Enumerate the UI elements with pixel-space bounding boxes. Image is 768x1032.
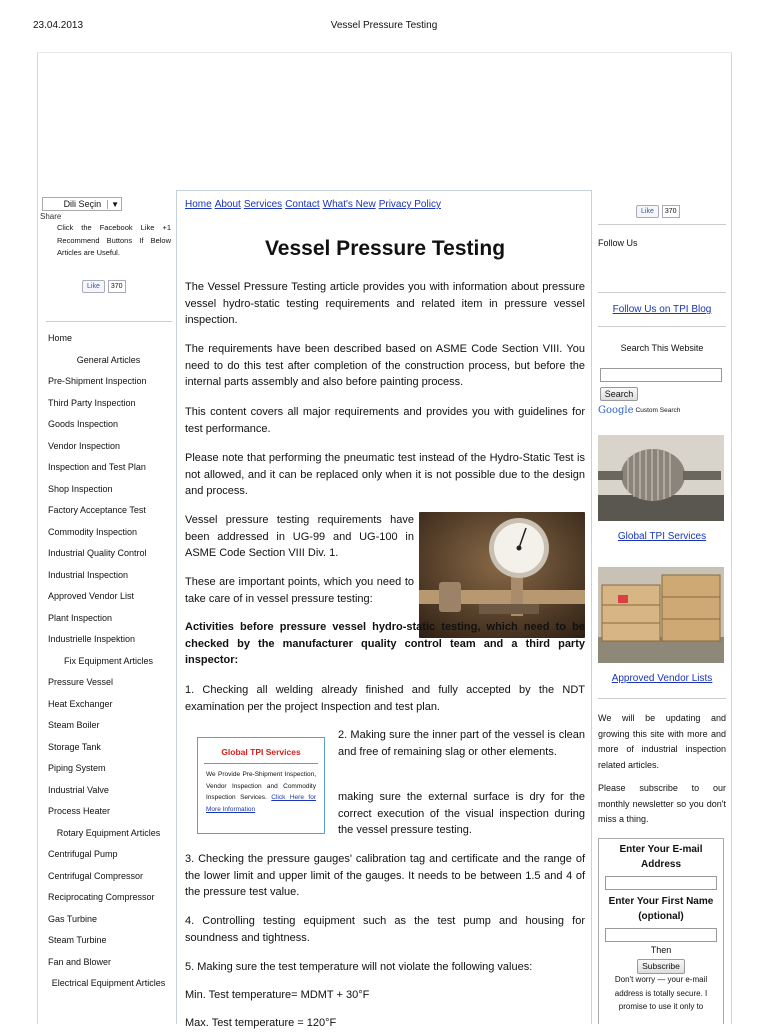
subscribe-button[interactable]: Subscribe — [637, 959, 685, 974]
left-like-widget — [82, 280, 126, 293]
print-date: 23.04.2013 — [33, 20, 84, 31]
right-divider — [598, 326, 726, 327]
updating-note: We will be updating and growing this site with more and more of industrial inspection related articles. — [598, 713, 726, 770]
like-button[interactable]: Like — [636, 205, 659, 218]
chevron-down-icon: ▼ — [107, 200, 119, 209]
item-3: 3. Checking the pressure gauges' calibration tag and certificate and the range of the lower limit and upper limit of the gauges. It needs to be between 1.5 and 4 of the pressure test value. — [185, 853, 585, 898]
sidebar-nav-link[interactable]: Piping System — [48, 763, 106, 773]
sidebar-nav-link[interactable]: Industrial Inspection — [48, 569, 129, 580]
sidebar-nav-link[interactable]: Industrielle Inspektion — [48, 634, 136, 644]
search-input[interactable] — [600, 368, 722, 382]
sidebar-nav-link[interactable]: Storage Tank — [48, 741, 101, 752]
follow-us-heading: Follow Us — [598, 238, 638, 248]
approved-vendor-link[interactable]: Approved Vendor Lists — [611, 673, 713, 684]
sidebar-section-heading: Fix Equipment Articles — [63, 655, 154, 666]
min-temperature: Min. Test temperature= MDMT + 30°F — [185, 989, 370, 1001]
follow-blog-link[interactable]: Follow Us on TPI Blog — [612, 304, 712, 315]
sidebar-section-heading: Electrical Equipment Articles — [51, 978, 166, 988]
facebook-note: Click the Facebook Like +1 Recommend Buttons If Below Articles are Useful. — [57, 223, 171, 257]
sidebar-nav-link[interactable]: Fan and Blower — [48, 956, 112, 967]
newsletter-form — [598, 838, 724, 1024]
sidebar-nav-link[interactable]: Gas Turbine — [48, 913, 98, 924]
share-label[interactable]: Share — [40, 212, 62, 221]
sidebar-nav-link[interactable]: Third Party Inspection — [48, 397, 136, 408]
right-like-widget — [636, 205, 680, 218]
search-title: Search This Website — [620, 343, 704, 353]
ug99-paragraph: Vessel pressure testing requirements have been addressed in UG-99 and UG-100 in ASME Code Section VIII Div. 1. — [185, 514, 414, 559]
search-button[interactable]: Search — [600, 387, 638, 401]
sidebar-nav-link[interactable]: Centrifugal Compressor — [48, 870, 144, 881]
subscribe-row — [599, 956, 723, 971]
main-content — [176, 190, 592, 1029]
sidebar-nav-link[interactable]: Industrial Valve — [48, 784, 109, 795]
subscribe-note: Please subscribe to our monthly newsletter so you don't miss a thing. — [598, 783, 726, 824]
item-2: 2. Making sure the inner part of the vessel is clean and free of remaining slag or other elements. — [338, 729, 585, 758]
language-label: Dili Seçin — [63, 199, 102, 209]
sidebar-section-heading: Rotary Equipment Articles — [56, 827, 161, 838]
sidebar-nav-link[interactable]: Commodity Inspection — [48, 526, 138, 537]
left-divider — [46, 321, 172, 322]
page-frame-left — [37, 52, 38, 1024]
pneumatic-paragraph: Please note that performing the pneumatic test instead of the Hydro-Static Test is not allowed, and it can be replaced only when it is not possible due to the design and process. — [185, 452, 585, 497]
item-2-surface: making sure the external surface is dry for the correct execution of the visual inspection during the vessel pressure testing. — [338, 791, 585, 836]
sidebar-nav-link[interactable]: Plant Inspection — [48, 612, 113, 623]
item-5: 5. Making sure the test temperature will not violate the following values: — [185, 961, 533, 973]
sidebar-nav-link[interactable]: Factory Acceptance Test — [48, 505, 146, 515]
tpi-services-box — [197, 737, 325, 834]
print-title: Vessel Pressure Testing — [330, 20, 438, 31]
sidebar-nav-link[interactable]: Home — [48, 333, 73, 343]
name-label: Enter Your First Name (optional) — [608, 896, 714, 922]
sidebar-nav-link[interactable]: Inspection and Test Plan — [48, 462, 146, 472]
top-navigation — [185, 199, 444, 210]
sidebar-nav-link[interactable]: Steam Turbine — [48, 935, 107, 945]
topnav-link[interactable]: Privacy Policy — [378, 199, 441, 210]
intro-paragraph: The Vessel Pressure Testing article provides you with information about pressure vessel hydro-static testing requirements and related item in pressure vessel inspection. — [185, 281, 585, 326]
sidebar-nav-link[interactable]: Goods Inspection — [48, 419, 119, 429]
turbine-photo[interactable] — [598, 435, 724, 521]
page-title: Vessel Pressure Testing — [264, 237, 506, 260]
sidebar-nav-link[interactable]: Approved Vendor List — [48, 591, 135, 601]
topnav-link[interactable]: About — [214, 199, 241, 210]
topnav-link[interactable]: Contact — [285, 199, 320, 210]
item-4: 4. Controlling testing equipment such as the test pump and housing for soundness and tightness. — [185, 915, 585, 944]
item-1: 1. Checking all welding already finished and fully accepted by the NDT examination per the project Inspection and test plan. — [185, 684, 585, 713]
email-label: Enter Your E-mail Address — [619, 844, 703, 870]
sidebar-nav-link[interactable]: Centrifugal Pump — [48, 849, 118, 859]
google-logo: Google — [598, 405, 634, 416]
then-label: Then — [650, 945, 672, 955]
page-frame-right — [731, 52, 732, 1024]
language-select[interactable] — [42, 197, 122, 211]
sidebar-nav-link[interactable]: Pressure Vessel — [48, 677, 114, 687]
topnav-link[interactable]: What's New — [322, 199, 376, 210]
sidebar-nav-link[interactable]: Shop Inspection — [48, 483, 113, 494]
sidebar-nav-link[interactable]: Industrial Quality Control — [48, 548, 147, 558]
sidebar-nav-link[interactable]: Reciprocating Compressor — [48, 892, 155, 902]
sidebar-nav-link[interactable]: Steam Boiler — [48, 720, 100, 730]
max-temperature: Max. Test temperature = 120°F — [185, 1017, 337, 1029]
right-divider — [598, 224, 726, 225]
google-branding — [598, 405, 726, 416]
crates-photo[interactable] — [598, 567, 724, 663]
topnav-link[interactable]: Services — [243, 199, 283, 210]
right-divider — [598, 698, 726, 699]
activities-heading: Activities before pressure vessel hydro-static testing, which need to be checked by the manufacturer quality control team and a third party inspector: — [185, 621, 585, 666]
like-count: 370 — [108, 280, 126, 293]
privacy-note: Don't worry — your e-mail address is totally secure. I promise to use it only to — [614, 975, 708, 1011]
sidebar-nav-link[interactable]: Process Heater — [48, 806, 111, 816]
sidebar-nav-link[interactable]: Vendor Inspection — [48, 440, 121, 451]
email-field[interactable] — [605, 876, 717, 890]
like-count: 370 — [662, 205, 680, 218]
points-paragraph: These are important points, which you need to take care of in vessel pressure testing: — [185, 576, 414, 605]
tpi-box-description — [198, 764, 324, 815]
like-button[interactable]: Like — [82, 280, 105, 293]
page-frame-top — [37, 52, 732, 53]
global-tpi-link[interactable]: Global TPI Services — [617, 531, 707, 542]
sidebar-nav-link[interactable]: Pre-Shipment Inspection — [48, 376, 147, 386]
topnav-link[interactable]: Home — [185, 199, 212, 210]
sidebar-nav-link[interactable]: Heat Exchanger — [48, 698, 113, 709]
tpi-box-title: Global TPI Services — [204, 747, 318, 764]
tpi-description-text: We Provide Pre-Shipment Inspection, Vendor Inspection and Commodity Inspection Services. — [206, 771, 316, 801]
content-paragraph: This content covers all major requirements and provides you with guidelines for test performance. — [185, 406, 585, 435]
requirements-paragraph: The requirements have been described based on ASME Code Section VIII. You need to do this test after completion of the construction process, but before the internal parts assembly and also before painting process. — [185, 343, 585, 388]
tpi-more-link[interactable]: Click Here for More Information — [206, 794, 316, 813]
right-divider — [598, 292, 726, 293]
sidebar-nav — [48, 330, 173, 997]
custom-search-label: Custom Search — [635, 407, 681, 414]
sidebar-section-heading: General Articles — [76, 354, 141, 365]
first-name-field[interactable] — [605, 928, 717, 942]
